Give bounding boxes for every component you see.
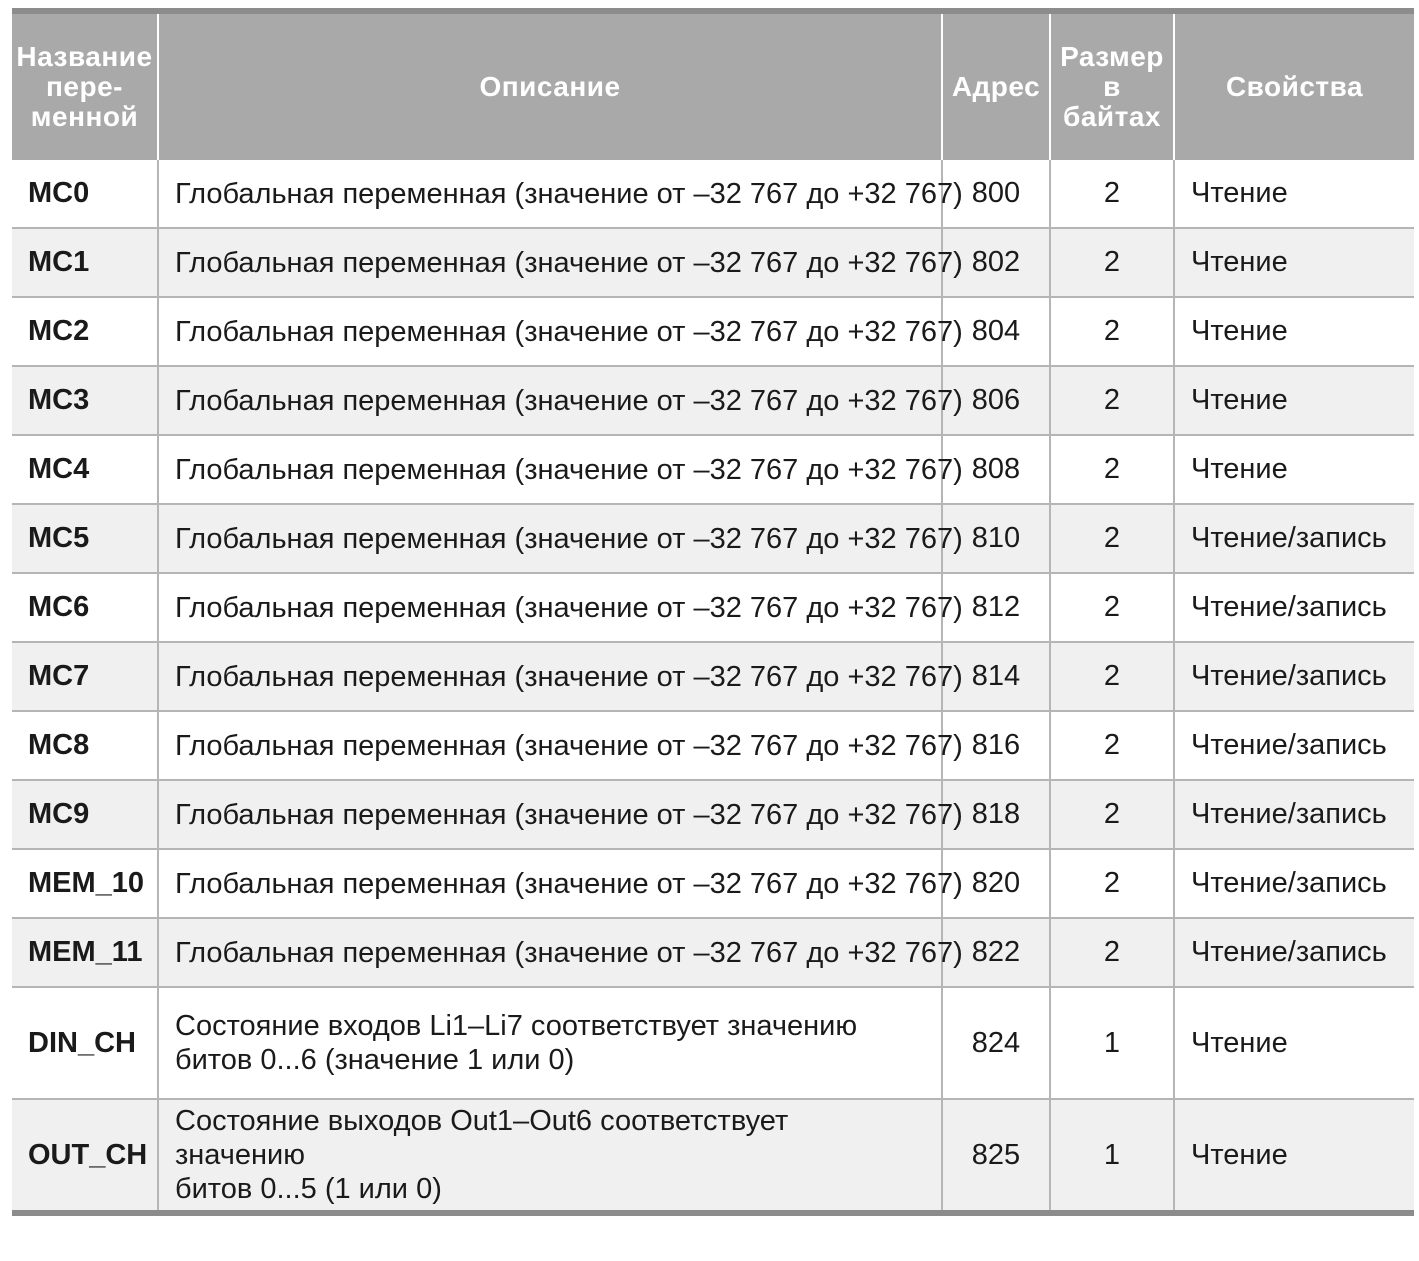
cell-variable-name: MC1: [12, 228, 158, 297]
cell-variable-name: MC0: [12, 160, 158, 228]
cell-size: 2: [1050, 711, 1174, 780]
cell-address: 814: [942, 642, 1050, 711]
cell-size: 2: [1050, 160, 1174, 228]
cell-description: Глобальная переменная (значение от –32 767 до +32 767): [158, 366, 942, 435]
table-row: [12, 780, 1414, 849]
cell-variable-name: MEM_10: [12, 849, 158, 918]
cell-variable-name: DIN_CH: [12, 987, 158, 1099]
cell-description: Глобальная переменная (значение от –32 767 до +32 767): [158, 642, 942, 711]
table-row: [12, 297, 1414, 366]
cell-properties: Чтение/запись: [1174, 918, 1414, 987]
cell-size: 2: [1050, 849, 1174, 918]
description-line-2: битов 0...6 (значение 1 или 0): [175, 1044, 575, 1076]
cell-variable-name: MC9: [12, 780, 158, 849]
cell-description: Глобальная переменная (значение от –32 767 до +32 767): [158, 435, 942, 504]
table-row: [12, 228, 1414, 297]
cell-address: 825: [942, 1099, 1050, 1213]
table-row: [12, 435, 1414, 504]
cell-size: 2: [1050, 228, 1174, 297]
table-header: [12, 11, 1414, 160]
cell-size: 2: [1050, 642, 1174, 711]
cell-size: 2: [1050, 297, 1174, 366]
cell-properties: Чтение/запись: [1174, 504, 1414, 573]
cell-properties: Чтение: [1174, 228, 1414, 297]
cell-size: 1: [1050, 987, 1174, 1099]
header-name-line-1: Название: [16, 41, 153, 72]
table-row: [12, 366, 1414, 435]
cell-size: 2: [1050, 366, 1174, 435]
cell-description: Глобальная переменная (значение от –32 767 до +32 767): [158, 918, 942, 987]
cell-description: Глобальная переменная (значение от –32 767 до +32 767): [158, 573, 942, 642]
cell-address: 806: [942, 366, 1050, 435]
cell-address: 800: [942, 160, 1050, 228]
cell-description: Глобальная переменная (значение от –32 767 до +32 767): [158, 849, 942, 918]
cell-address: 824: [942, 987, 1050, 1099]
cell-address: 812: [942, 573, 1050, 642]
header-size-line-2: в: [1103, 71, 1121, 102]
table-row: [12, 573, 1414, 642]
cell-properties: Чтение/запись: [1174, 711, 1414, 780]
description-line-1: Состояние выходов Out1–Out6 соответствует значению: [175, 1105, 789, 1171]
cell-properties: Чтение: [1174, 435, 1414, 504]
cell-size: 1: [1050, 1099, 1174, 1213]
cell-size: 2: [1050, 780, 1174, 849]
cell-address: 804: [942, 297, 1050, 366]
cell-description: [158, 987, 942, 1099]
cell-variable-name: MC7: [12, 642, 158, 711]
header-size-line-3: байтах: [1063, 101, 1161, 132]
header-name-line-3: менной: [30, 101, 139, 132]
cell-description: Глобальная переменная (значение от –32 767 до +32 767): [158, 297, 942, 366]
description-line-2: битов 0...5 (1 или 0): [175, 1173, 442, 1205]
table-row: [12, 711, 1414, 780]
cell-description: Глобальная переменная (значение от –32 767 до +32 767): [158, 711, 942, 780]
cell-properties: Чтение: [1174, 297, 1414, 366]
cell-variable-name: MC8: [12, 711, 158, 780]
header-properties: Свойства: [1174, 11, 1414, 160]
header-size-line-1: Размер: [1060, 41, 1164, 72]
cell-address: 820: [942, 849, 1050, 918]
table-row: [12, 504, 1414, 573]
cell-address: 802: [942, 228, 1050, 297]
cell-properties: Чтение: [1174, 1099, 1414, 1213]
variables-table: [12, 8, 1414, 1216]
cell-address: 808: [942, 435, 1050, 504]
cell-description: Глобальная переменная (значение от –32 767 до +32 767): [158, 780, 942, 849]
cell-properties: Чтение: [1174, 160, 1414, 228]
cell-size: 2: [1050, 435, 1174, 504]
cell-size: 2: [1050, 918, 1174, 987]
cell-description: Глобальная переменная (значение от –32 767 до +32 767): [158, 228, 942, 297]
cell-properties: Чтение/запись: [1174, 642, 1414, 711]
cell-address: 810: [942, 504, 1050, 573]
header-size: [1050, 11, 1174, 160]
cell-properties: Чтение: [1174, 366, 1414, 435]
cell-variable-name: MC3: [12, 366, 158, 435]
cell-size: 2: [1050, 573, 1174, 642]
cell-description: Глобальная переменная (значение от –32 767 до +32 767): [158, 160, 942, 228]
header-description: Описание: [158, 11, 942, 160]
description-line-1: Состояние входов Li1–Li7 соответствует значению: [175, 1010, 858, 1042]
header-row: [12, 11, 1414, 160]
header-name-line-2: пере-: [46, 71, 123, 102]
table-row: [12, 1099, 1414, 1213]
table-row: [12, 987, 1414, 1099]
cell-properties: Чтение/запись: [1174, 849, 1414, 918]
cell-properties: Чтение: [1174, 987, 1414, 1099]
cell-variable-name: MEM_11: [12, 918, 158, 987]
cell-variable-name: MC6: [12, 573, 158, 642]
cell-properties: Чтение/запись: [1174, 573, 1414, 642]
cell-description: [158, 1099, 942, 1213]
header-variable-name: [12, 11, 158, 160]
cell-variable-name: MC2: [12, 297, 158, 366]
table-row: [12, 642, 1414, 711]
cell-address: 818: [942, 780, 1050, 849]
table-row: [12, 918, 1414, 987]
table-row: [12, 849, 1414, 918]
variables-table-container: [12, 8, 1414, 1216]
cell-address: 816: [942, 711, 1050, 780]
cell-variable-name: OUT_CH: [12, 1099, 158, 1213]
table-body: [12, 160, 1414, 1213]
cell-properties: Чтение/запись: [1174, 780, 1414, 849]
cell-variable-name: MC4: [12, 435, 158, 504]
cell-address: 822: [942, 918, 1050, 987]
header-address: Адрес: [942, 11, 1050, 160]
cell-variable-name: MC5: [12, 504, 158, 573]
table-row: [12, 160, 1414, 228]
cell-size: 2: [1050, 504, 1174, 573]
cell-description: Глобальная переменная (значение от –32 767 до +32 767): [158, 504, 942, 573]
